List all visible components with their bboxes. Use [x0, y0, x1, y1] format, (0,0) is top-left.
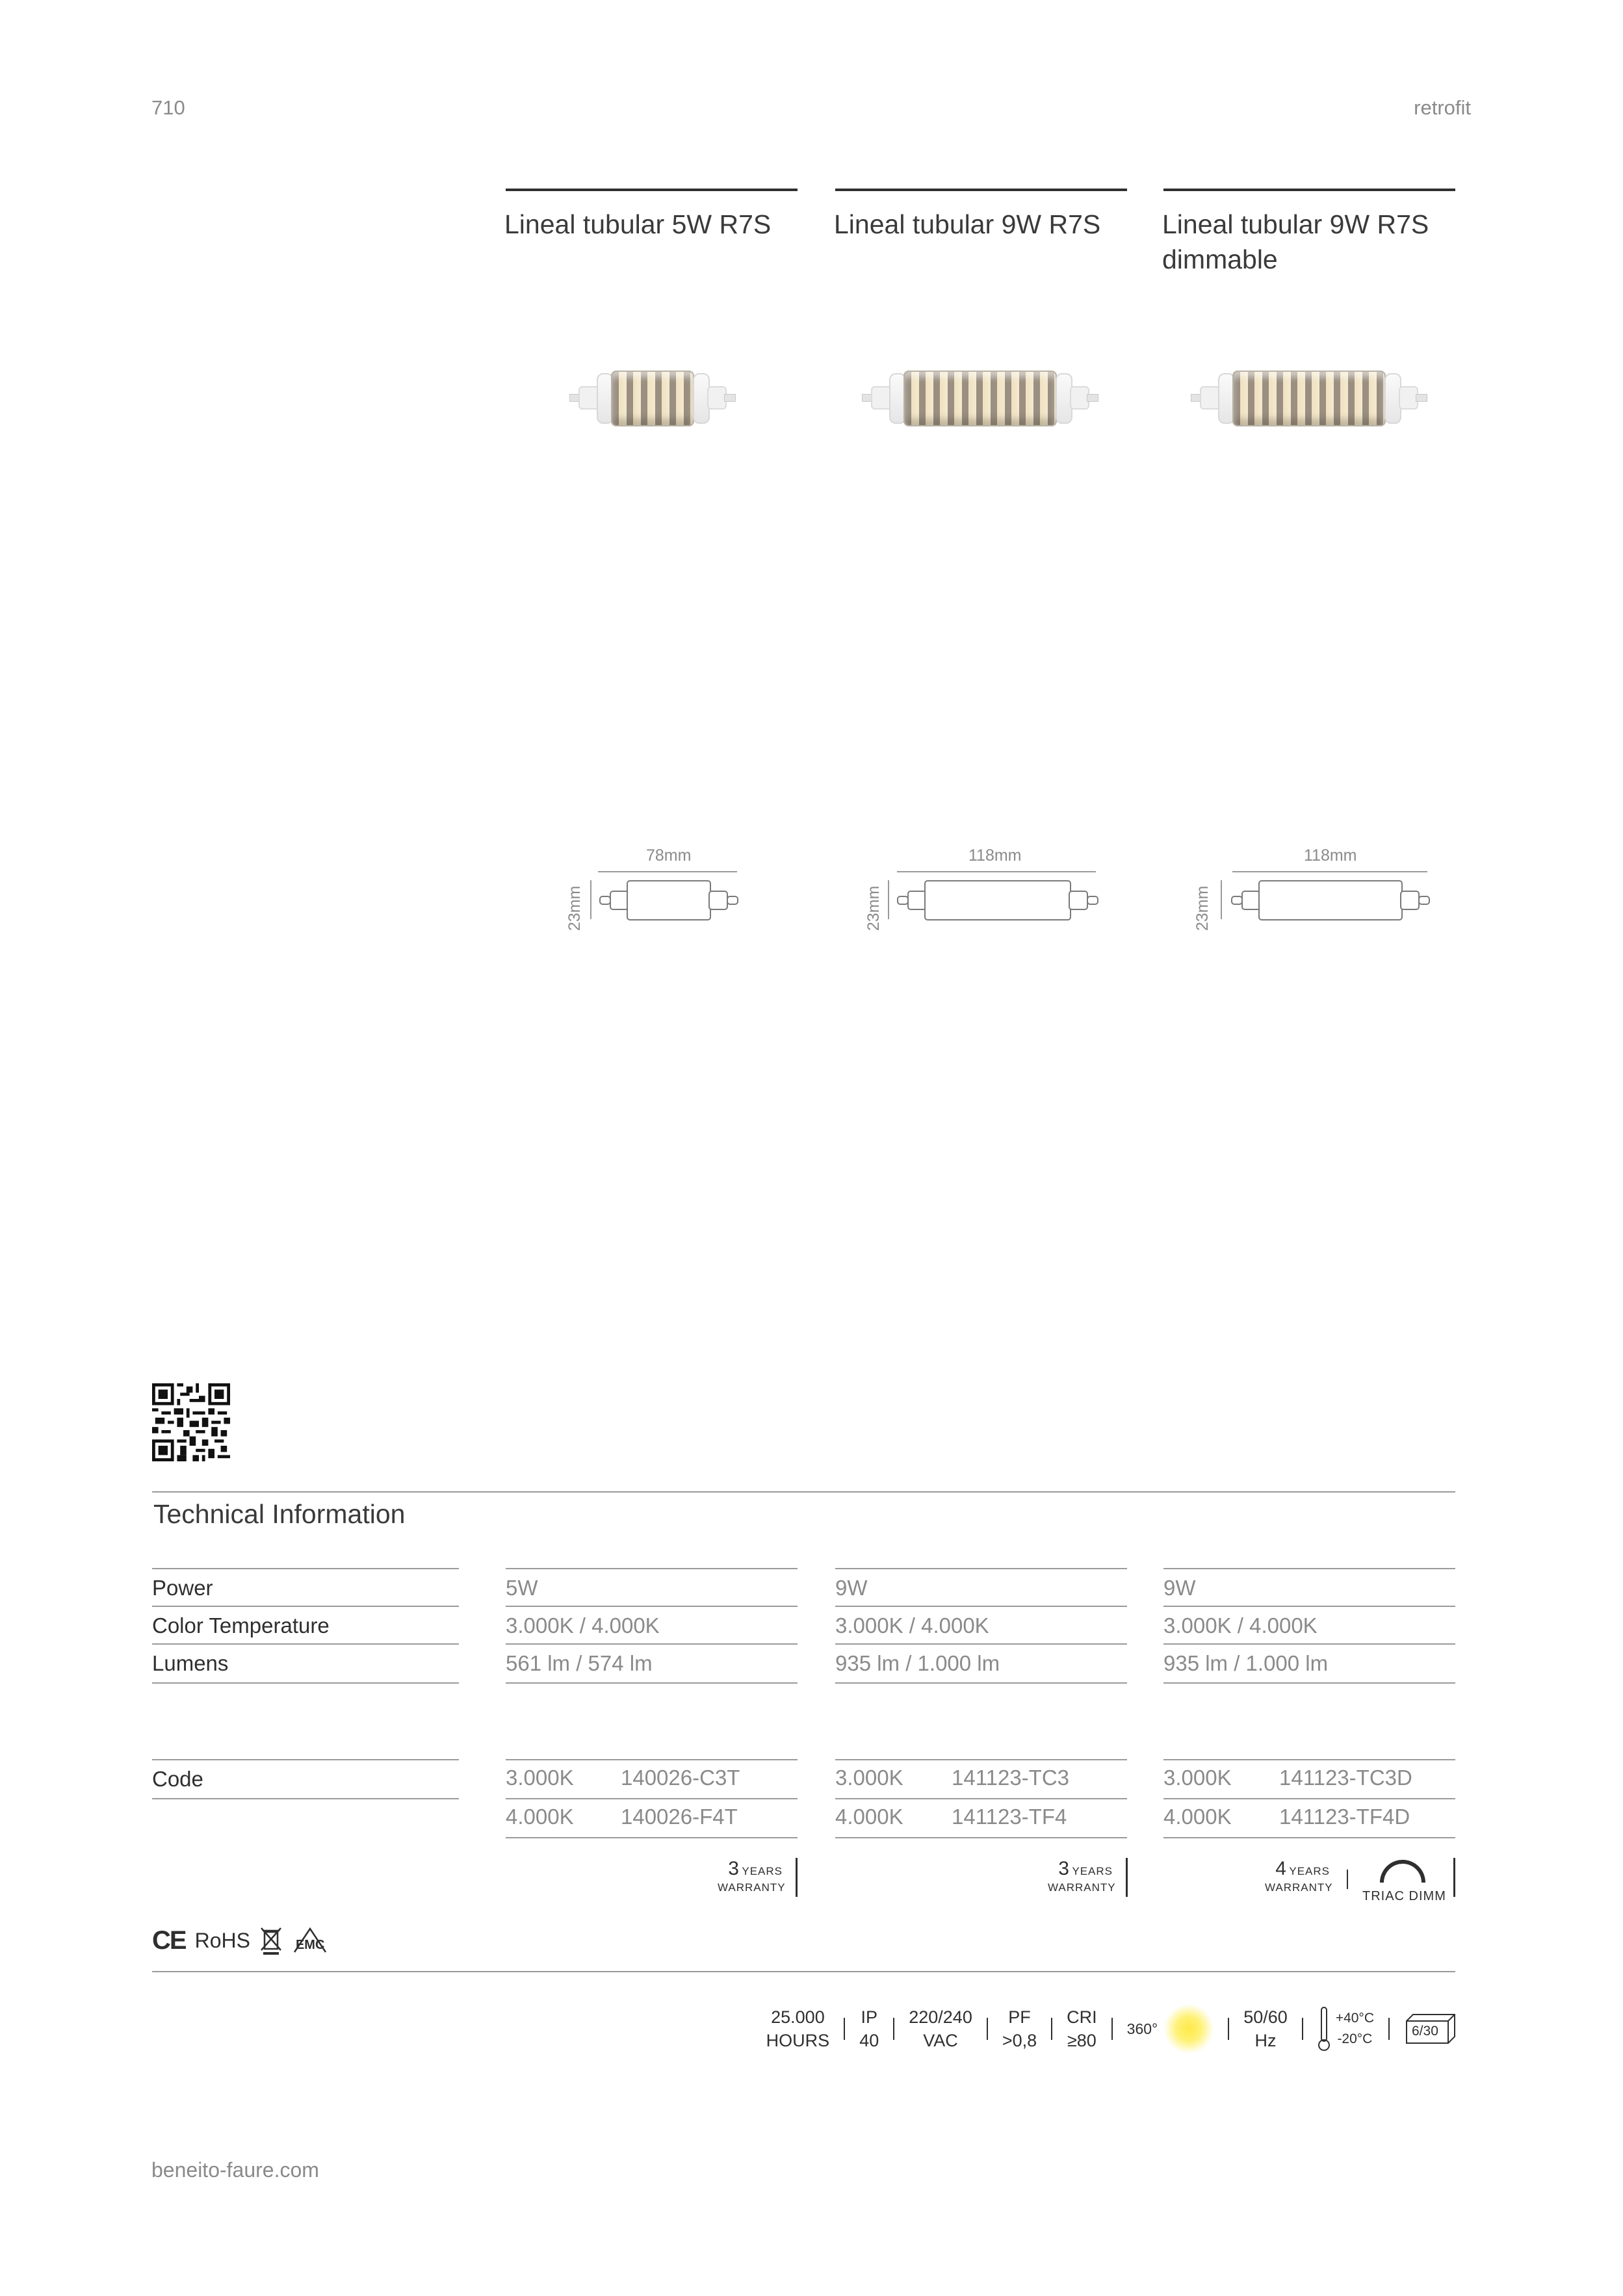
warranty-label: WARRANTY	[1048, 1881, 1116, 1894]
specs-strip	[721, 2000, 1456, 2058]
table-rule	[506, 1798, 798, 1799]
table-rule	[835, 1568, 1127, 1569]
spec-separator	[987, 2018, 988, 2040]
product-1-code-1: 140026-C3T	[621, 1766, 740, 1790]
table-rule	[152, 1798, 459, 1799]
spec-separator	[1228, 2018, 1229, 2040]
product-1-title: Lineal tubular 5W R7S	[504, 209, 772, 239]
color-temperature-label: Color Temperature	[152, 1613, 330, 1637]
product-3-length-line	[1232, 871, 1427, 872]
product-3-length-label: 118mm	[1304, 846, 1357, 865]
table-rule	[1163, 1606, 1455, 1607]
warranty-years-label: YEARS	[1072, 1865, 1113, 1877]
spec-separator	[1051, 2018, 1052, 2040]
table-rule	[1163, 1643, 1455, 1645]
beam-angle-spec	[1127, 2004, 1214, 2054]
product-1-length-line	[598, 871, 737, 872]
product-1-lumens: 561 lm / 574 lm	[506, 1651, 653, 1675]
ip-label: IP	[861, 2007, 877, 2027]
product-3-code-2: 141123-TF4D	[1279, 1805, 1410, 1829]
temp-max: +40°C	[1335, 2011, 1374, 2026]
product-3-code-1: 141123-TC3D	[1279, 1766, 1412, 1790]
lifetime-value: 25.000	[771, 2007, 825, 2027]
table-rule	[835, 1682, 1127, 1684]
product-2-length-label: 118mm	[968, 846, 1022, 865]
product-3-code-temp-2: 4.000K	[1163, 1805, 1232, 1829]
certifications-row	[152, 1924, 328, 1957]
table-rule	[835, 1759, 1127, 1760]
product-2-code-temp-2: 4.000K	[835, 1805, 903, 1829]
pf-label: PF	[1008, 2007, 1031, 2027]
warranty-separator	[1347, 1870, 1348, 1889]
warranty-years-number: 3	[728, 1858, 739, 1879]
table-rule	[835, 1606, 1127, 1607]
product-2-drawing-cap-right	[1069, 891, 1088, 910]
spec-separator	[844, 2018, 845, 2040]
power-label: Power	[152, 1576, 213, 1600]
product-1-length-label: 78mm	[646, 846, 692, 865]
product-2-length-line	[897, 871, 1096, 872]
table-rule	[506, 1606, 798, 1607]
table-rule	[506, 1643, 798, 1645]
product-3-warranty-bar	[1453, 1858, 1455, 1897]
warranty-label: WARRANTY	[718, 1881, 786, 1894]
qr-code-icon[interactable]	[152, 1383, 230, 1461]
product-3-diameter-label: 23mm	[1193, 885, 1212, 931]
product-3-lamp-image	[1191, 364, 1429, 433]
pf-value: >0,8	[1002, 2031, 1037, 2050]
packaging-value: 6/30	[1412, 2024, 1438, 2039]
product-2-diameter-label: 23mm	[864, 885, 883, 931]
product-1-diameter-line	[590, 880, 591, 919]
emc-mark: EMC	[292, 1926, 328, 1955]
warranty-years-number: 4	[1275, 1858, 1286, 1879]
thermometer-icon	[1318, 2006, 1331, 2052]
warranty-years-label: YEARS	[742, 1865, 783, 1877]
product-2-code-temp-1: 3.000K	[835, 1766, 903, 1790]
triac-dimming-icon	[1377, 1859, 1429, 1885]
footer-website-link[interactable]: beneito-faure.com	[151, 2158, 319, 2182]
table-rule	[152, 1568, 459, 1569]
spec-separator	[1111, 2018, 1113, 2040]
product-1-code-temp-1: 3.000K	[506, 1766, 574, 1790]
product-3-power: 9W	[1163, 1576, 1196, 1600]
product-1-drawing-cap-right	[708, 891, 728, 910]
cri-value: ≥80	[1067, 2031, 1097, 2050]
product-3-lumens: 935 lm / 1.000 lm	[1163, 1651, 1329, 1675]
table-rule	[506, 1682, 798, 1684]
product-1-warranty-bar	[796, 1858, 798, 1897]
product-2-warranty	[1048, 1858, 1116, 1894]
product-2-power: 9W	[835, 1576, 868, 1600]
voltage-spec	[909, 2005, 972, 2052]
product-2-diameter-line	[888, 880, 889, 919]
product-3-warranty	[1265, 1858, 1333, 1894]
product-2-color-temperature: 3.000K / 4.000K	[835, 1613, 989, 1637]
product-1-drawing-pin-right	[727, 896, 738, 905]
pf-spec	[1002, 2005, 1037, 2052]
frequency-unit: Hz	[1254, 2031, 1277, 2050]
tech-top-rule	[152, 1491, 1455, 1493]
table-rule	[506, 1837, 798, 1838]
product-1-warranty	[718, 1858, 786, 1894]
lifetime-unit: HOURS	[766, 2031, 830, 2050]
spec-separator	[1302, 2018, 1303, 2040]
lumens-label: Lumens	[152, 1651, 229, 1675]
product-2-warranty-bar	[1126, 1858, 1128, 1897]
warranty-years-label: YEARS	[1289, 1865, 1330, 1877]
packaging-box-icon	[1404, 2013, 1456, 2044]
product-1-drawing-body	[627, 880, 711, 920]
table-rule	[506, 1568, 798, 1569]
ip-value: 40	[859, 2031, 879, 2050]
voltage-unit: VAC	[923, 2031, 958, 2050]
product-2-code-2: 141123-TF4	[952, 1805, 1067, 1829]
beam-angle-value: 360°	[1126, 2020, 1158, 2037]
table-rule	[1163, 1798, 1455, 1799]
table-rule	[152, 1606, 459, 1607]
product-1-color-temperature: 3.000K / 4.000K	[506, 1613, 660, 1637]
cri-spec	[1067, 2005, 1097, 2052]
product-1-diameter-label: 23mm	[565, 885, 584, 931]
table-rule	[152, 1759, 459, 1760]
table-rule	[835, 1798, 1127, 1799]
product-2-title: Lineal tubular 9W R7S	[834, 209, 1101, 239]
table-rule	[1163, 1759, 1455, 1760]
cri-label: CRI	[1067, 2007, 1097, 2027]
specs-top-rule	[152, 1971, 1455, 1972]
light-glow-icon	[1164, 2004, 1214, 2054]
table-rule	[506, 1759, 798, 1760]
spec-separator	[1388, 2018, 1390, 2040]
product-3-title: Lineal tubular 9W R7S dimmable	[1162, 209, 1429, 274]
rohs-mark: RoHS	[194, 1928, 250, 1952]
product-3-diameter-line	[1221, 880, 1222, 919]
product-3-drawing-body	[1258, 880, 1403, 920]
frequency-spec	[1243, 2005, 1288, 2052]
table-rule	[152, 1682, 459, 1684]
product-2-drawing-pin-right	[1087, 896, 1098, 905]
weee-bin-icon	[259, 1925, 283, 1955]
product-2-lumens: 935 lm / 1.000 lm	[835, 1651, 1000, 1675]
ip-spec	[859, 2005, 879, 2052]
product-1-power: 5W	[506, 1576, 538, 1600]
product-2-code-1: 141123-TC3	[952, 1766, 1070, 1790]
product-2-drawing-body	[924, 880, 1071, 920]
product-1-lamp-image	[569, 364, 736, 433]
warranty-label: WARRANTY	[1265, 1881, 1333, 1894]
product-3-color-temperature: 3.000K / 4.000K	[1163, 1613, 1318, 1637]
frequency-value: 50/60	[1243, 2007, 1288, 2027]
table-rule	[1163, 1682, 1455, 1684]
code-label: Code	[152, 1767, 203, 1791]
table-rule	[1163, 1837, 1455, 1838]
product-3-code-temp-1: 3.000K	[1163, 1766, 1232, 1790]
product-1-rule	[506, 189, 798, 191]
product-1-code-2: 140026-F4T	[621, 1805, 738, 1829]
table-rule	[835, 1837, 1127, 1838]
product-1-code-temp-2: 4.000K	[506, 1805, 574, 1829]
table-rule	[152, 1643, 459, 1645]
spec-separator	[893, 2018, 894, 2040]
section-title: retrofit	[1414, 96, 1471, 119]
table-rule	[835, 1643, 1127, 1645]
table-rule	[1163, 1568, 1455, 1569]
product-3-drawing-cap-right	[1400, 891, 1420, 910]
dimming-label: TRIAC DIMM	[1362, 1889, 1446, 1903]
warranty-years-number: 3	[1058, 1858, 1069, 1879]
temp-min: -20°C	[1337, 2031, 1373, 2046]
tech-info-title: Technical Information	[153, 1499, 406, 1529]
lifetime-spec	[766, 2005, 830, 2052]
product-3-drawing-pin-right	[1418, 896, 1430, 905]
product-3-rule	[1163, 189, 1455, 191]
ce-mark: CE	[152, 1925, 186, 1955]
temperature-spec	[1318, 2006, 1374, 2052]
product-2-rule	[835, 189, 1127, 191]
product-2-lamp-image	[862, 364, 1100, 433]
voltage-value: 220/240	[909, 2007, 972, 2027]
page-number: 710	[151, 96, 185, 119]
